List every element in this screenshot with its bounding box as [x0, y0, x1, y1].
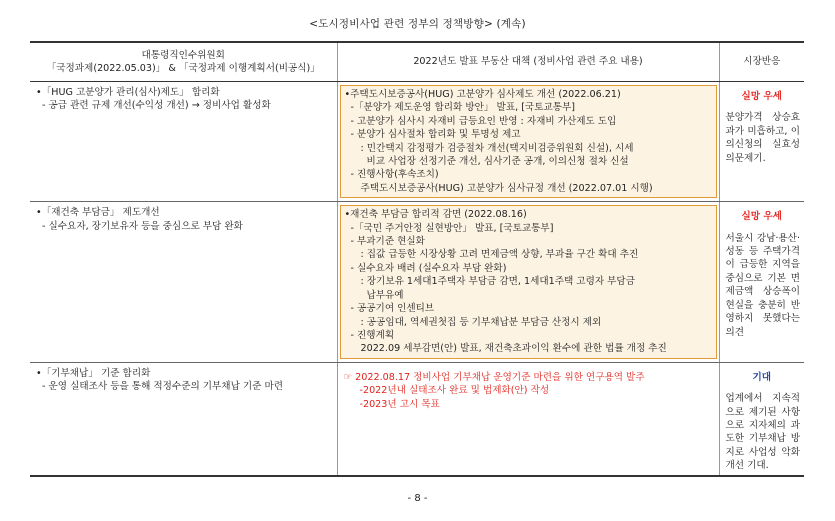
measure-line: •주택도시보증공사(HUG) 고분양가 심사제도 개선 (2022.06.21) [344, 89, 621, 100]
reaction-cell [719, 202, 804, 362]
header-committee [30, 42, 337, 82]
measure-line: - 공공기여 인센티브 [350, 303, 435, 315]
measure-line: - 부과기준 현실화 [350, 236, 425, 248]
measure-line: - 분양가 심사절차 합리화 및 투명성 제고 [350, 129, 521, 141]
measure-line: -「분양가 제도운영 합리화 방안」 발표, [국토교통부] [350, 102, 576, 114]
header-committee-line1: 대통령직인수위원회 [141, 49, 225, 61]
table-row [30, 82, 804, 202]
agenda-cell [30, 362, 337, 476]
reaction-verdict: 실망 우세 [741, 211, 782, 223]
header-committee-line2: 「국정과제(2022.05.03)」 & 「국정과제 이행계획서(비공식)」 [46, 63, 320, 74]
agenda-detail: - 실수요자, 장기보유자 등을 중심으로 부담 완화 [42, 220, 243, 232]
measure-line: : 장기보유 1세대1주택자 부담금 감면, 1세대1주택 고령자 부담금 [360, 276, 635, 288]
reaction-verdict: 기대 [752, 371, 772, 383]
agenda-title: •「HUG 고분양가 관리(심사)제도」 합리화 [36, 87, 220, 98]
reaction-note: 분양가격 상승효과가 미흡하고, 이의신청의 실효성 의문제기. [725, 112, 800, 164]
measure-cell [337, 362, 719, 476]
page-number: - 8 - [407, 493, 428, 504]
table-row [30, 202, 804, 362]
measure-line: : 집값 급등한 시장상황 고려 면제금액 상향, 부과율 구간 확대 추진 [360, 249, 639, 261]
measure-line: 납부유예 [366, 289, 404, 301]
measure-line: - 고분양가 심사시 자재비 급등요인 반영 : 자재비 가산제도 도입 [350, 115, 617, 127]
agenda-cell [30, 202, 337, 362]
measure-line: 비교 사업장 선정기준 개선, 심사기준 공개, 이의신청 절차 신설 [366, 156, 629, 168]
measure-line: - 진행사항(후속조치) [350, 169, 439, 181]
measure-line: 2022.09 세부감면(안) 발표, 재건축초과이익 환수에 관한 법률 개정 추진 [360, 343, 667, 355]
agenda-title: •「기부채납」 기준 합리화 [36, 367, 151, 379]
measure-cell [337, 202, 719, 362]
measure-highlight-box [340, 85, 717, 198]
agenda-cell [30, 82, 337, 202]
reaction-cell [719, 362, 804, 476]
measure-line: - 진행계획 [350, 329, 395, 341]
table-header-row [30, 42, 804, 82]
header-market-reaction: 시장반응 [719, 42, 804, 82]
agenda-detail: - 운영 실태조사 등을 통해 적정수준의 기부채납 기준 마련 [42, 381, 284, 393]
agenda-detail: - 공급 관련 규제 개선(수익성 개선) → 정비사업 활성화 [42, 100, 271, 112]
agenda-title: •「재건축 부담금」 제도개선 [36, 207, 160, 219]
reaction-cell [719, 82, 804, 202]
measure-line: : 민간택지 감정평가 검증절차 개선(택지비검증위원회 신설), 시세 [360, 142, 634, 154]
measure-line: -2023년 고시 목표 [359, 398, 440, 410]
measure-line: 주택도시보증공사(HUG) 고분양가 심사규정 개선 (2022.07.01 시행) [360, 182, 653, 194]
reaction-verdict: 실망 우세 [741, 91, 782, 102]
measure-line: -「국민 주거안정 실현방안」 발표, [국토교통부] [350, 222, 554, 234]
measure-cell [337, 82, 719, 202]
measure-line: - 실수요자 배려 (실수요자 부담 완화) [350, 262, 507, 274]
reaction-note: 업계에서 지속적으로 제기된 사항으로 지자체의 과도한 기부채납 방지로 사업성 악화 개선 기대. [725, 393, 800, 472]
policy-table [30, 41, 804, 477]
measure-line: -2022년내 실태조사 완료 및 법제화(안) 작성 [359, 385, 550, 397]
measure-line: ☞ 2022.08.17 정비사업 기부채납 운영기준 마련을 위한 연구용역 발주 [343, 371, 645, 383]
header-measures: 2022년도 발표 부동산 대책 (정비사업 관련 주요 내용) [337, 42, 719, 82]
table-row [30, 362, 804, 476]
page-title: <도시정비사업 관련 정부의 정책방향> (계속) [309, 18, 526, 30]
measure-highlight-box [340, 205, 717, 358]
measure-line: : 공공임대, 역세권첫집 등 기부채납분 부담금 산정시 제외 [360, 316, 602, 328]
reaction-note: 서울시 강남·용산·성동 등 주택가격이 급등한 지역을 중심으로 기본 면제금액 상승폭이 현실을 충분히 반영하지 못했다는 의견 [725, 232, 800, 338]
measure-line: •재건축 부담금 합리적 감면 (2022.08.16) [344, 209, 527, 221]
